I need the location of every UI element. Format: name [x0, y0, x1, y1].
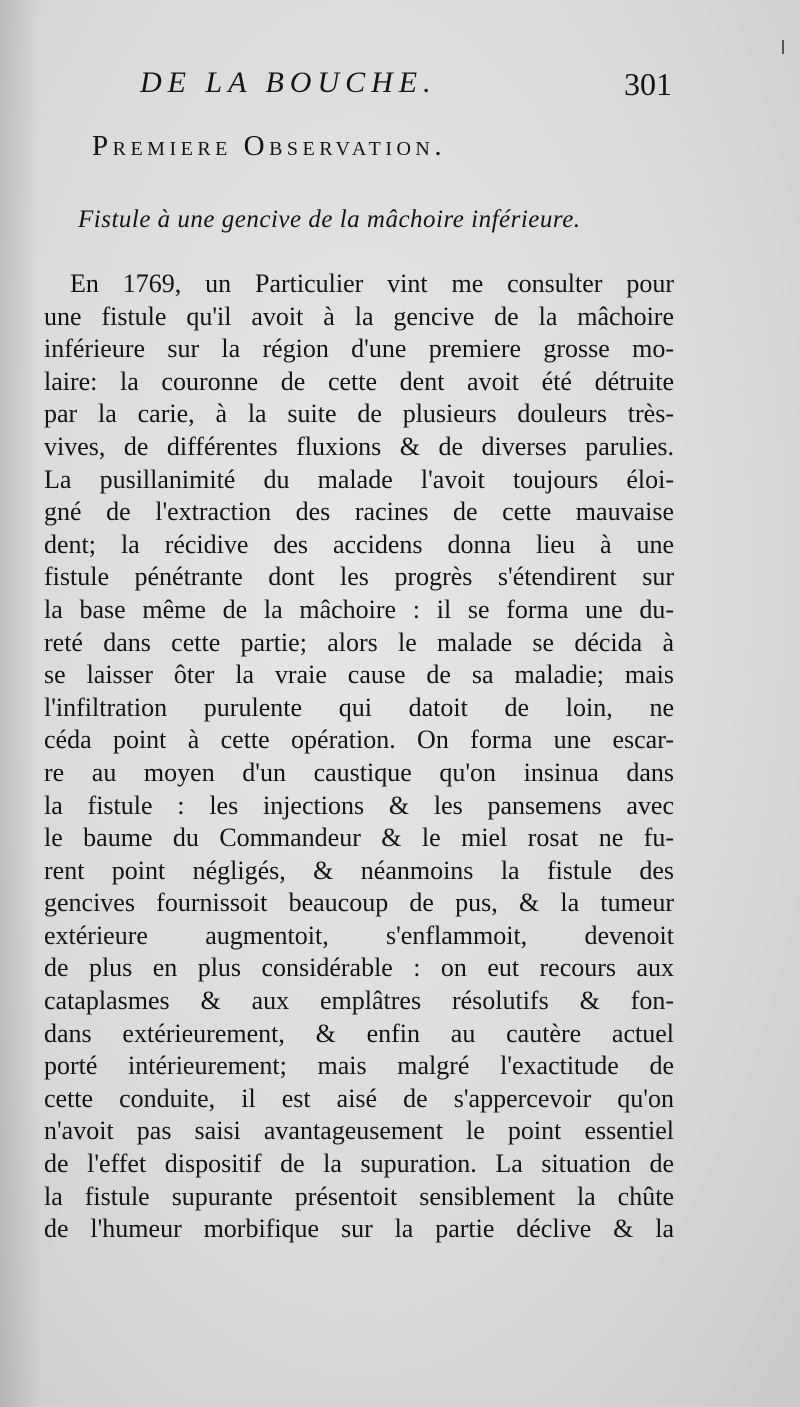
body-text [44, 268, 674, 1246]
body-line: l'infiltration purulente qui datoit de loin, ne [44, 692, 674, 722]
body-line: de l'humeur morbifique sur la partie déclive & la [44, 1214, 674, 1244]
body-line: laire: la couronne de cette dent avoit été détruite [44, 366, 674, 396]
page-header [140, 66, 672, 106]
body-line: de plus en plus considérable : on eut recours aux [44, 953, 674, 983]
body-line: cataplasmes & aux emplâtres résolutifs & fon- [44, 986, 674, 1016]
body-line: La pusillanimité du malade l'avoit toujours éloi- [44, 464, 674, 494]
body-line: rent point négligés, & néanmoins la fistule des [44, 855, 674, 885]
body-line: dans extérieurement, & enfin au cautère actuel [44, 1018, 674, 1048]
body-line: reté dans cette partie; alors le malade se décida à [44, 627, 674, 657]
body-line: En 1769, un Particulier vint me consulter pour [70, 269, 674, 298]
running-head: DE LA BOUCHE. [140, 66, 437, 99]
section-title: Premiere Observation. [92, 130, 447, 162]
body-line: dent; la récidive des accidens donna lieu à une [44, 529, 674, 559]
body-line: la base même de la mâchoire : il se forma une du- [44, 594, 674, 624]
body-line: la fistule supurante présentoit sensiblement la chûte [44, 1181, 674, 1211]
body-line: se laisser ôter la vraie cause de sa maladie; mais [44, 660, 674, 690]
gutter-shadow [0, 0, 40, 1407]
corner-mark [782, 40, 784, 54]
body-line: gné de l'extraction des racines de cette mauvaise [44, 497, 674, 527]
body-line: cette conduite, il est aisé de s'appercevoir qu'on [44, 1083, 674, 1113]
body-line: le baume du Commandeur & le miel rosat ne fu- [44, 823, 674, 853]
body-line: inférieure sur la région d'une premiere grosse mo- [44, 334, 674, 364]
body-line: extérieure augmentoit, s'enflammoit, devenoit [44, 920, 674, 950]
body-line: n'avoit pas saisi avantageusement le point essentiel [44, 1116, 674, 1146]
body-line: la fistule : les injections & les pansemens avec [44, 790, 674, 820]
body-line: vives, de différentes fluxions & de diverses parulies. [44, 431, 674, 461]
page-number: 301 [624, 66, 672, 102]
body-line: re au moyen d'un caustique qu'on insinua dans [44, 757, 674, 787]
body-line: de l'effet dispositif de la supuration. La situation de [44, 1149, 674, 1179]
observation-subtitle: Fistule à une gencive de la mâchoire inférieure. [78, 206, 581, 233]
body-line: céda point à cette opération. On forma une escar- [44, 725, 674, 755]
body-line: une fistule qu'il avoit à la gencive de la mâchoire [44, 301, 674, 331]
body-line: gencives fournissoit beaucoup de pus, & la tumeur [44, 888, 674, 918]
body-line: par la carie, à la suite de plusieurs douleurs très- [44, 399, 674, 429]
body-line: fistule pénétrante dont les progrès s'étendirent sur [44, 562, 674, 592]
body-line: porté intérieurement; mais malgré l'exactitude de [44, 1051, 674, 1081]
